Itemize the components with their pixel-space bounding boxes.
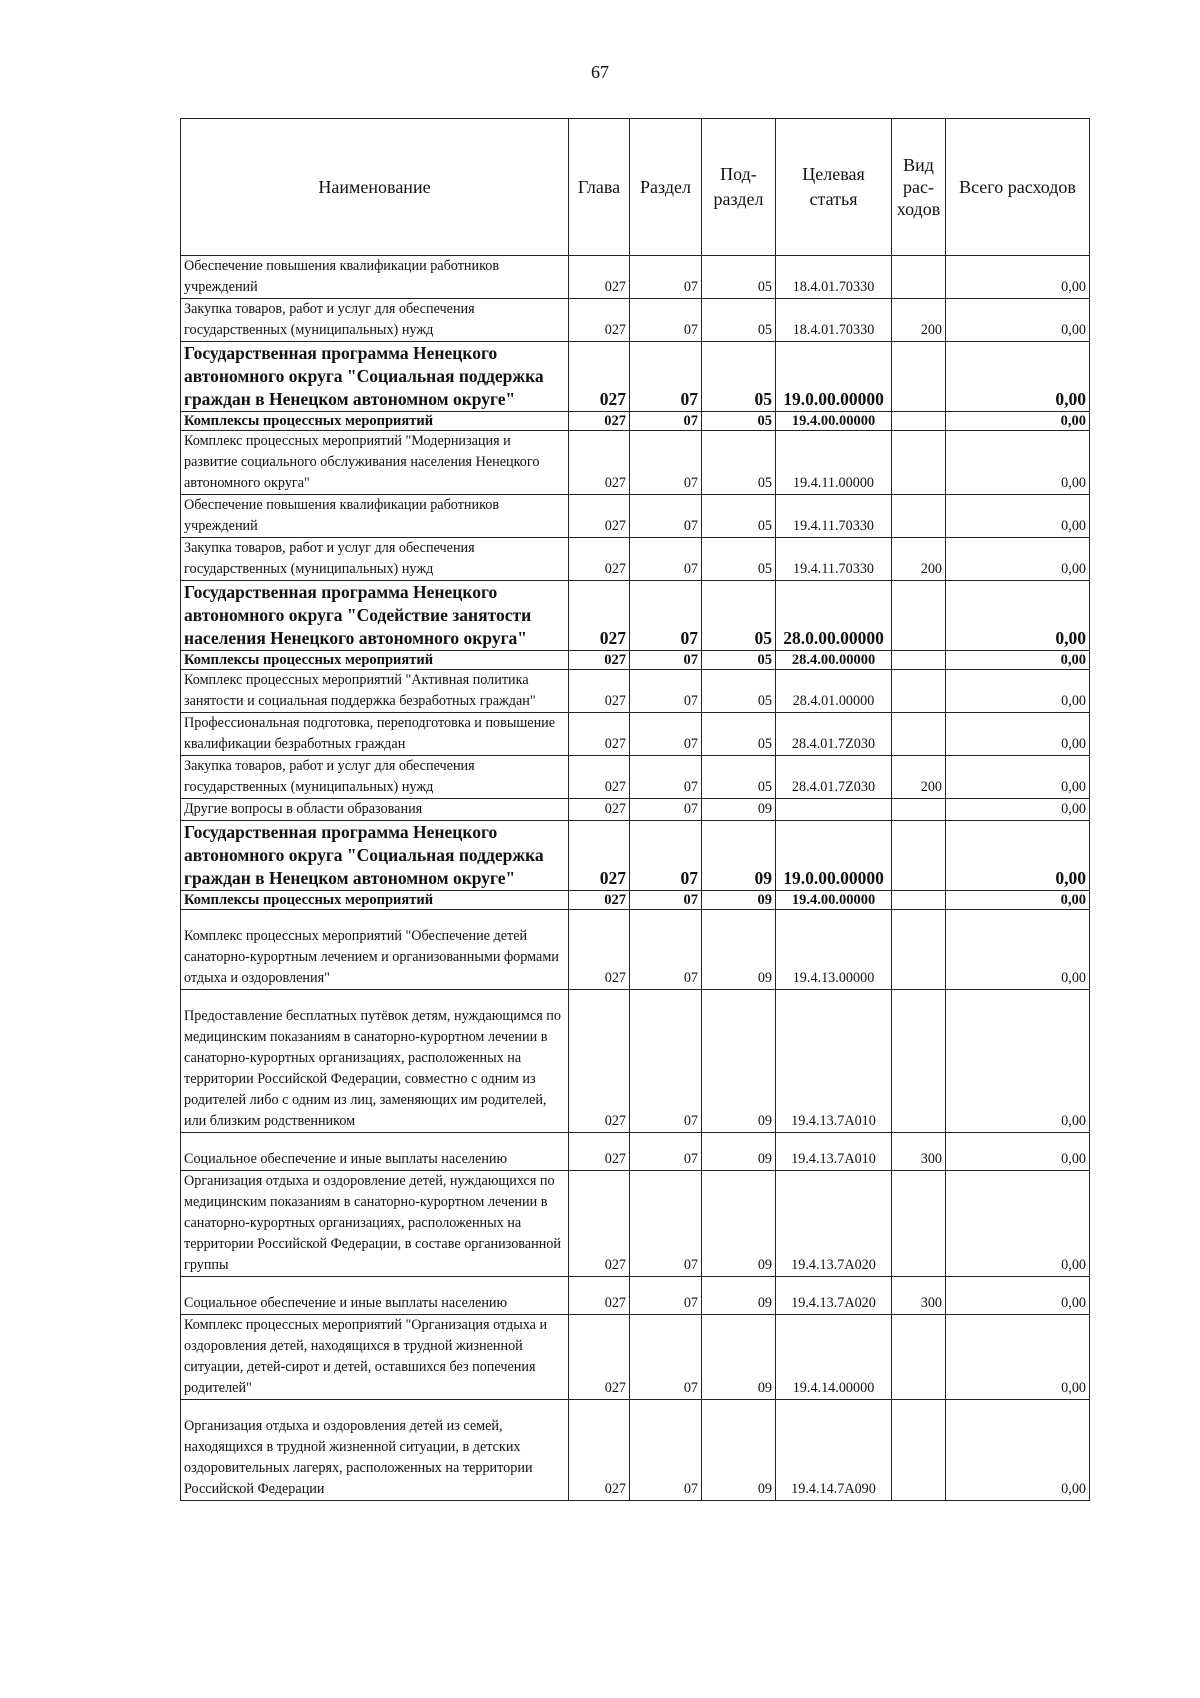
cell-article: 19.4.13.00000 [776, 910, 892, 990]
cell-chapter: 027 [569, 538, 630, 581]
cell-total: 0,00 [946, 581, 1090, 651]
cell-name: Государственная программа Ненецкого автономного округа "Социальная поддержка граждан в Ненецком автономном округе" [181, 342, 569, 412]
cell-kind [892, 1171, 946, 1277]
cell-article: 19.4.00.00000 [776, 891, 892, 910]
cell-section: 07 [630, 256, 702, 299]
cell-subsection: 05 [702, 431, 776, 495]
cell-subsection: 09 [702, 821, 776, 891]
cell-name: Комплексы процессных мероприятий [181, 651, 569, 670]
table-row [181, 799, 1090, 821]
cell-subsection: 05 [702, 299, 776, 342]
cell-name: Другие вопросы в области образования [181, 799, 569, 821]
cell-subsection: 09 [702, 910, 776, 990]
cell-section: 07 [630, 581, 702, 651]
cell-article: 19.4.11.70330 [776, 538, 892, 581]
cell-total: 0,00 [946, 990, 1090, 1133]
cell-section: 07 [630, 1133, 702, 1171]
cell-total: 0,00 [946, 670, 1090, 713]
cell-name: Комплексы процессных мероприятий [181, 891, 569, 910]
cell-name: Профессиональная подготовка, переподготовка и повышение квалификации безработных граждан [181, 713, 569, 756]
cell-article: 19.4.13.7A020 [776, 1171, 892, 1277]
cell-section: 07 [630, 713, 702, 756]
cell-section: 07 [630, 412, 702, 431]
cell-subsection: 05 [702, 756, 776, 799]
table-row [181, 670, 1090, 713]
header-total: Всего расходов [946, 119, 1090, 256]
table-row [181, 713, 1090, 756]
cell-article: 19.0.00.00000 [776, 821, 892, 891]
cell-subsection: 05 [702, 581, 776, 651]
cell-chapter: 027 [569, 670, 630, 713]
cell-name: Организация отдыха и оздоровления детей из семей, находящихся в трудной жизненной ситуации, в детских оздоровительных лагерях, расположенных на территории Российской Федерации [181, 1400, 569, 1501]
cell-total: 0,00 [946, 412, 1090, 431]
cell-total: 0,00 [946, 1277, 1090, 1315]
header-name: Наименование [181, 119, 569, 256]
cell-section: 07 [630, 756, 702, 799]
cell-chapter: 027 [569, 256, 630, 299]
cell-total: 0,00 [946, 538, 1090, 581]
cell-name: Комплекс процессных мероприятий "Организация отдыха и оздоровления детей, находящихся в трудной жизненной ситуации, детей-сирот и детей, оставшихся без попечения родителей" [181, 1315, 569, 1400]
cell-chapter: 027 [569, 651, 630, 670]
cell-subsection: 05 [702, 342, 776, 412]
cell-chapter: 027 [569, 299, 630, 342]
table-header-row [181, 119, 1090, 256]
cell-article: 19.4.13.7A010 [776, 990, 892, 1133]
table-row [181, 1315, 1090, 1400]
cell-name: Закупка товаров, работ и услуг для обеспечения государственных (муниципальных) нужд [181, 299, 569, 342]
cell-section: 07 [630, 1277, 702, 1315]
cell-kind [892, 581, 946, 651]
table-row [181, 1133, 1090, 1171]
cell-name: Социальное обеспечение и иные выплаты населению [181, 1277, 569, 1315]
cell-subsection: 05 [702, 412, 776, 431]
cell-total: 0,00 [946, 756, 1090, 799]
cell-article: 18.4.01.70330 [776, 299, 892, 342]
table-row [181, 1171, 1090, 1277]
cell-total: 0,00 [946, 799, 1090, 821]
cell-subsection: 05 [702, 651, 776, 670]
cell-article: 19.4.11.00000 [776, 431, 892, 495]
table-row [181, 412, 1090, 431]
cell-section: 07 [630, 651, 702, 670]
table-row [181, 651, 1090, 670]
table-row [181, 581, 1090, 651]
cell-kind [892, 651, 946, 670]
cell-section: 07 [630, 670, 702, 713]
cell-total: 0,00 [946, 256, 1090, 299]
cell-chapter: 027 [569, 495, 630, 538]
cell-article: 19.4.00.00000 [776, 412, 892, 431]
cell-kind [892, 990, 946, 1133]
cell-subsection: 09 [702, 1400, 776, 1501]
cell-article: 28.0.00.00000 [776, 581, 892, 651]
cell-article: 19.4.13.7A020 [776, 1277, 892, 1315]
cell-kind [892, 910, 946, 990]
cell-total: 0,00 [946, 299, 1090, 342]
cell-kind: 200 [892, 538, 946, 581]
header-article: Целевая статья [776, 119, 892, 256]
cell-name: Организация отдыха и оздоровление детей, нуждающихся по медицинским показаниям в санаторно-курортном лечении в санаторно-курортных организациях, расположенных на территории Российской Федерации, в составе организованной группы [181, 1171, 569, 1277]
cell-total: 0,00 [946, 651, 1090, 670]
cell-section: 07 [630, 1315, 702, 1400]
cell-name: Обеспечение повышения квалификации работников учреждений [181, 495, 569, 538]
table-body [181, 256, 1090, 1501]
cell-subsection: 09 [702, 891, 776, 910]
header-chapter: Глава [569, 119, 630, 256]
cell-chapter: 027 [569, 1315, 630, 1400]
cell-subsection: 09 [702, 1315, 776, 1400]
cell-total: 0,00 [946, 821, 1090, 891]
cell-section: 07 [630, 1400, 702, 1501]
cell-total: 0,00 [946, 1400, 1090, 1501]
cell-name: Комплексы процессных мероприятий [181, 412, 569, 431]
header-kind: Вид рас- ходов [892, 119, 946, 256]
cell-article: 19.4.14.00000 [776, 1315, 892, 1400]
cell-name: Обеспечение повышения квалификации работников учреждений [181, 256, 569, 299]
cell-kind [892, 495, 946, 538]
table-row [181, 990, 1090, 1133]
cell-kind [892, 891, 946, 910]
cell-article: 19.0.00.00000 [776, 342, 892, 412]
cell-chapter: 027 [569, 756, 630, 799]
cell-chapter: 027 [569, 990, 630, 1133]
table-row [181, 1400, 1090, 1501]
table-row [181, 538, 1090, 581]
cell-subsection: 09 [702, 1277, 776, 1315]
cell-subsection: 05 [702, 495, 776, 538]
cell-name: Комплекс процессных мероприятий "Активная политика занятости и социальная поддержка безработных граждан" [181, 670, 569, 713]
table-row [181, 821, 1090, 891]
cell-total: 0,00 [946, 1133, 1090, 1171]
cell-name: Комплекс процессных мероприятий "Обеспечение детей санаторно-курортным лечением и организованными формами отдыха и оздоровления" [181, 910, 569, 990]
table-row [181, 910, 1090, 990]
cell-article: 28.4.01.7Z030 [776, 713, 892, 756]
cell-section: 07 [630, 891, 702, 910]
cell-subsection: 05 [702, 713, 776, 756]
cell-kind: 300 [892, 1277, 946, 1315]
cell-section: 07 [630, 990, 702, 1133]
cell-subsection: 05 [702, 670, 776, 713]
cell-total: 0,00 [946, 891, 1090, 910]
cell-name: Закупка товаров, работ и услуг для обеспечения государственных (муниципальных) нужд [181, 538, 569, 581]
table-row [181, 256, 1090, 299]
table-row [181, 431, 1090, 495]
cell-name: Закупка товаров, работ и услуг для обеспечения государственных (муниципальных) нужд [181, 756, 569, 799]
cell-kind: 200 [892, 299, 946, 342]
cell-name: Государственная программа Ненецкого автономного округа "Социальная поддержка граждан в Ненецком автономном округе" [181, 821, 569, 891]
cell-section: 07 [630, 799, 702, 821]
cell-kind [892, 342, 946, 412]
cell-chapter: 027 [569, 910, 630, 990]
cell-kind [892, 821, 946, 891]
cell-section: 07 [630, 299, 702, 342]
cell-section: 07 [630, 495, 702, 538]
cell-chapter: 027 [569, 713, 630, 756]
cell-total: 0,00 [946, 431, 1090, 495]
cell-total: 0,00 [946, 713, 1090, 756]
cell-article: 19.4.11.70330 [776, 495, 892, 538]
cell-subsection: 09 [702, 1171, 776, 1277]
cell-article: 19.4.13.7A010 [776, 1133, 892, 1171]
cell-kind [892, 670, 946, 713]
cell-section: 07 [630, 1171, 702, 1277]
cell-subsection: 09 [702, 990, 776, 1133]
cell-section: 07 [630, 431, 702, 495]
cell-article: 18.4.01.70330 [776, 256, 892, 299]
cell-kind [892, 799, 946, 821]
cell-name: Государственная программа Ненецкого автономного округа "Содействие занятости населения Ненецкого автономного округа" [181, 581, 569, 651]
cell-chapter: 027 [569, 1277, 630, 1315]
cell-article: 28.4.01.00000 [776, 670, 892, 713]
cell-chapter: 027 [569, 581, 630, 651]
cell-total: 0,00 [946, 1315, 1090, 1400]
cell-name: Предоставление бесплатных путёвок детям, нуждающимся по медицинским показаниям в санаторно-курортном лечении в санаторно-курортных организациях, расположенных на территории Российской Федерации, совместно с одним из родителей либо с одним из лиц, заменяющих им родителей, или близким родственником [181, 990, 569, 1133]
table-row [181, 1277, 1090, 1315]
cell-chapter: 027 [569, 799, 630, 821]
cell-kind [892, 713, 946, 756]
cell-chapter: 027 [569, 412, 630, 431]
cell-article: 28.4.00.00000 [776, 651, 892, 670]
header-section: Раздел [630, 119, 702, 256]
cell-kind [892, 412, 946, 431]
table-row [181, 891, 1090, 910]
cell-name: Комплекс процессных мероприятий "Модернизация и развитие социального обслуживания населения Ненецкого автономного округа" [181, 431, 569, 495]
cell-section: 07 [630, 342, 702, 412]
table-row [181, 756, 1090, 799]
cell-section: 07 [630, 910, 702, 990]
cell-subsection: 09 [702, 1133, 776, 1171]
cell-article: 28.4.01.7Z030 [776, 756, 892, 799]
cell-kind: 300 [892, 1133, 946, 1171]
page-number: 67 [591, 62, 609, 82]
table-row [181, 495, 1090, 538]
cell-subsection: 09 [702, 799, 776, 821]
cell-chapter: 027 [569, 1171, 630, 1277]
cell-total: 0,00 [946, 1171, 1090, 1277]
cell-chapter: 027 [569, 1133, 630, 1171]
table-row [181, 299, 1090, 342]
cell-section: 07 [630, 821, 702, 891]
cell-subsection: 05 [702, 256, 776, 299]
cell-total: 0,00 [946, 495, 1090, 538]
cell-chapter: 027 [569, 891, 630, 910]
cell-article [776, 799, 892, 821]
cell-chapter: 027 [569, 342, 630, 412]
cell-kind [892, 256, 946, 299]
header-subsection: Под- раздел [702, 119, 776, 256]
cell-article: 19.4.14.7A090 [776, 1400, 892, 1501]
cell-chapter: 027 [569, 821, 630, 891]
cell-total: 0,00 [946, 910, 1090, 990]
budget-table [180, 118, 1090, 1501]
cell-kind: 200 [892, 756, 946, 799]
cell-subsection: 05 [702, 538, 776, 581]
cell-kind [892, 1315, 946, 1400]
cell-kind [892, 1400, 946, 1501]
cell-total: 0,00 [946, 342, 1090, 412]
cell-section: 07 [630, 538, 702, 581]
cell-chapter: 027 [569, 431, 630, 495]
cell-chapter: 027 [569, 1400, 630, 1501]
table-row [181, 342, 1090, 412]
cell-kind [892, 431, 946, 495]
cell-name: Социальное обеспечение и иные выплаты населению [181, 1133, 569, 1171]
